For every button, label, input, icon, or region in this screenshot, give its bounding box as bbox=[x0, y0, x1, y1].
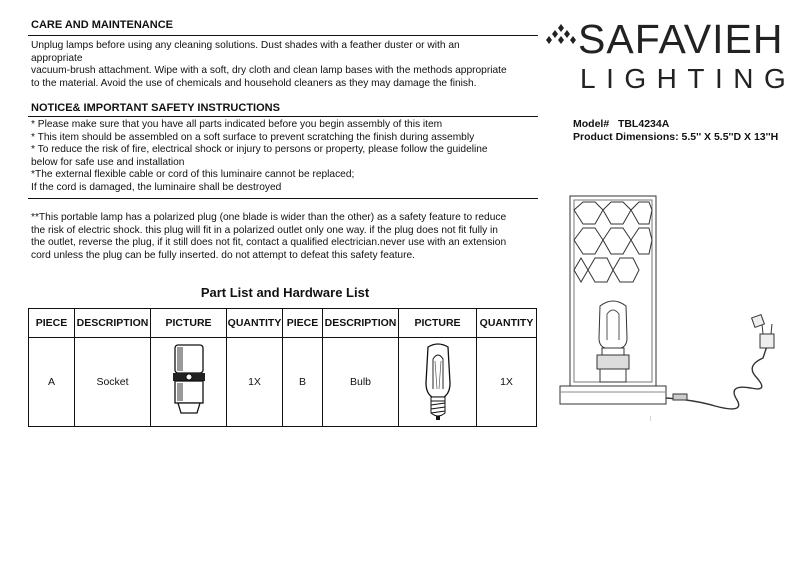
table-row bbox=[29, 338, 537, 427]
care-heading: CARE AND MAINTENANCE bbox=[31, 19, 173, 31]
quantity-a: 1X bbox=[227, 338, 283, 427]
safety-line: * Please make sure that you have all parts indicated before you begin assembly of this item bbox=[31, 119, 443, 130]
parts-table bbox=[28, 308, 537, 427]
safety-rule bbox=[28, 116, 538, 117]
care-rule bbox=[28, 35, 538, 36]
brand-sub: LIGHTING bbox=[580, 63, 797, 94]
safavieh-logo-mark-icon bbox=[546, 24, 576, 50]
lamp-illustration bbox=[555, 188, 785, 433]
parts-header-row bbox=[29, 309, 537, 338]
safety-line: * To reduce the risk of fire, electrical shock or injury to persons or property, please follow the guideline bbox=[31, 144, 488, 156]
model-value: TBL4234A bbox=[617, 118, 670, 130]
safety-text bbox=[31, 119, 488, 195]
bulb-icon bbox=[418, 339, 458, 423]
plug-line: cord unless the plug can be fully inserted. do not attempt to defeat this safety feature. bbox=[31, 249, 415, 261]
bulb-picture bbox=[399, 338, 477, 427]
safety-line: If the cord is damaged, the luminaire shall be destroyed bbox=[31, 181, 282, 193]
brand-name: SAFAVIEH bbox=[578, 16, 784, 62]
safety-line: * This item should be assembled on a soft surface to prevent scratching the finish during assembly bbox=[31, 131, 475, 143]
parts-title: Part List and Hardware List bbox=[200, 285, 370, 300]
header-description: DESCRIPTION bbox=[75, 309, 151, 338]
header-piece: PIECE bbox=[29, 309, 75, 338]
description-b: Bulb bbox=[323, 338, 399, 427]
header-piece: PIECE bbox=[283, 309, 323, 338]
piece-b: B bbox=[283, 338, 323, 427]
safety-bottom-rule bbox=[28, 198, 538, 199]
safety-line: *The external flexible cable or cord of this luminaire cannot be replaced; bbox=[31, 169, 355, 181]
model-label: Model# bbox=[573, 118, 610, 130]
care-text bbox=[31, 40, 507, 90]
socket-icon bbox=[164, 341, 214, 421]
dimensions-value: 5.5'' X 5.5''D X 13''H bbox=[681, 131, 779, 143]
plug-text bbox=[31, 212, 506, 262]
plug-line: the risk of electric shock. this plug will fit in a polarized outlet only one way. if the plug does not fit fully in bbox=[31, 224, 498, 236]
header-quantity: QUANTITY bbox=[477, 309, 537, 338]
dimensions-line bbox=[573, 131, 778, 143]
model-line bbox=[573, 118, 669, 130]
socket-picture bbox=[151, 338, 227, 427]
header-description: DESCRIPTION bbox=[323, 309, 399, 338]
description-a: Socket bbox=[75, 338, 151, 427]
plug-line: **This portable lamp has a polarized plug (one blade is wider than the other) as a safety feature to reduce bbox=[31, 212, 507, 223]
care-line: vacuum-brush attachment. Wipe with a soft, dry cloth and clean lamp bases with the methods appropriate bbox=[31, 65, 507, 77]
quantity-b: 1X bbox=[477, 338, 537, 427]
safety-line: below for safe use and installation bbox=[31, 156, 185, 168]
care-line: Unplug lamps before using any cleaning solutions. Dust shades with a feather duster or with an bbox=[31, 40, 460, 51]
header-picture: PICTURE bbox=[399, 309, 477, 338]
svg-text:|: | bbox=[650, 416, 652, 422]
care-line: to the material. Avoid the use of chemicals and household cleaners as they may damage the finish. bbox=[31, 77, 477, 89]
header-quantity: QUANTITY bbox=[227, 309, 283, 338]
plug-line: the outlet, reverse the plug, if it still does not fit, contact a qualified electrician.never use with an extension bbox=[31, 237, 507, 249]
safety-heading: NOTICE& IMPORTANT SAFETY INSTRUCTIONS bbox=[31, 102, 280, 114]
piece-a: A bbox=[29, 338, 75, 427]
header-picture: PICTURE bbox=[151, 309, 227, 338]
dimensions-label: Product Dimensions: bbox=[573, 131, 679, 143]
care-line: appropriate bbox=[31, 52, 83, 64]
